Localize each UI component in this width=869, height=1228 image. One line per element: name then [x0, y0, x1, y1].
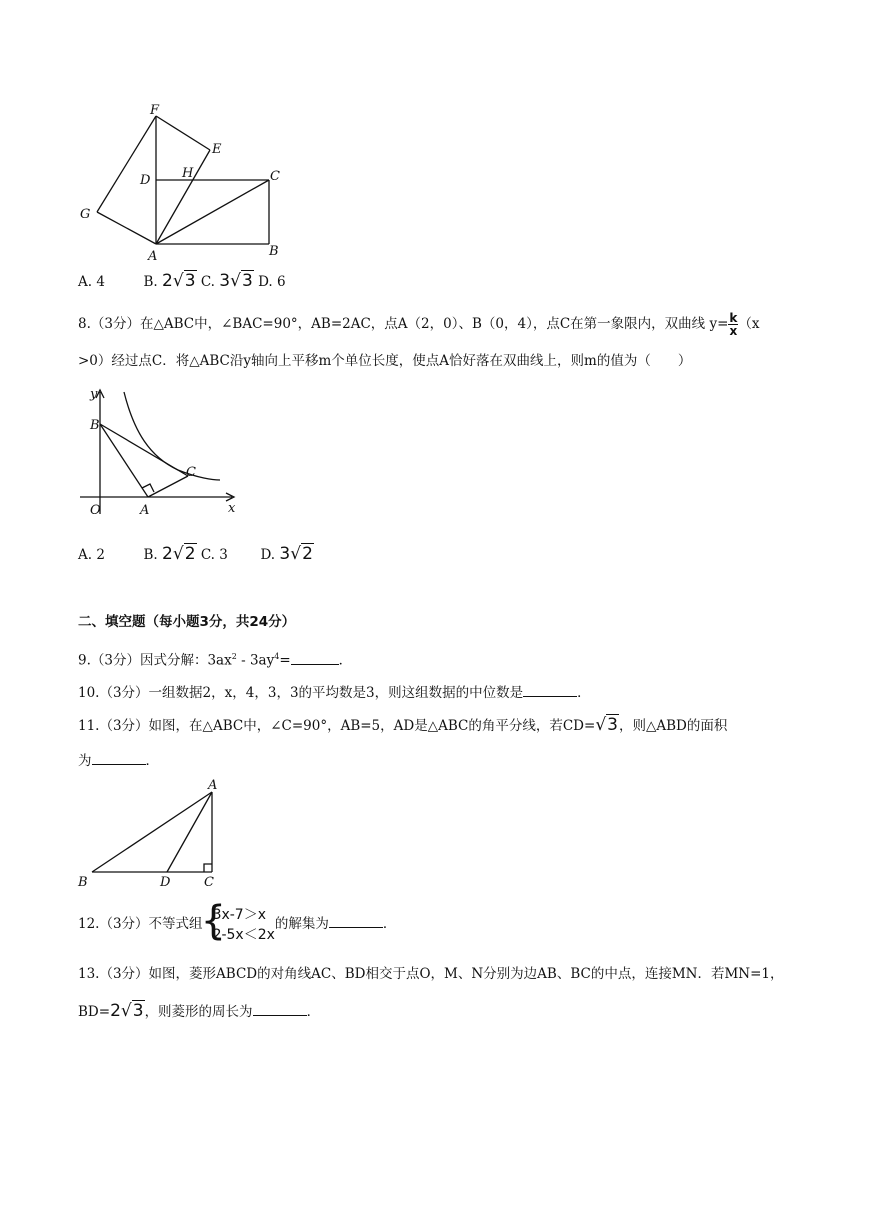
q11-line2: 为 ．: [78, 750, 159, 770]
q8-line1: [78, 312, 760, 337]
q11-line1: 11.（3分）如图，在△ABC中，∠C=90°，AB=5，AD是△ABC的角平分线，若CD=√3，则△ABD的面积: [78, 715, 728, 735]
fig7-label-H: H: [182, 166, 194, 181]
q8-option-c: C. 3: [200, 547, 228, 563]
q7-option-b-value: 2√3: [162, 271, 196, 291]
q8-fraction: $\frac{k}{x}$: [729, 311, 738, 338]
q13-answer-blank[interactable]: [253, 1001, 307, 1016]
q8-option-a: A. 2: [78, 547, 105, 563]
fig8-label-x: x: [228, 501, 236, 516]
q7-options: [78, 272, 286, 291]
fig7-label-C: C: [270, 169, 280, 184]
fig7-label-D: D: [140, 173, 151, 188]
fig11-label-C: C: [204, 875, 214, 890]
fig7-label-A: A: [148, 249, 158, 264]
fig11-label-B: B: [78, 875, 88, 890]
q8-option-d-value: 3√2: [279, 544, 313, 564]
fig8-label-y: y: [90, 387, 98, 402]
q7-option-c: C.: [200, 274, 220, 290]
q12-answer-blank[interactable]: [329, 913, 383, 928]
figure-q8: [78, 382, 248, 522]
q8-stem-tail: （x: [738, 316, 760, 332]
fig8-label-B: B: [90, 418, 100, 433]
q7-option-b: B.: [143, 274, 163, 290]
q8-option-b-value: 2√2: [162, 544, 196, 564]
q9: 9.（3分）因式分解：$3ax^2 - 3ay^4=$ ．: [78, 648, 352, 670]
q13-sqrt: 2√3: [110, 1001, 144, 1021]
fig7-label-B: B: [269, 244, 279, 259]
figure-q7: [70, 100, 300, 270]
fig11-label-A: A: [208, 778, 218, 793]
q12: 12.（3分）不等式组 { 3x-7＞x 2-5x＜2x 的解集为 ．: [78, 897, 397, 944]
q10-answer-blank[interactable]: [523, 682, 577, 697]
fig8-label-O: O: [90, 503, 101, 518]
figure-q11: [74, 776, 234, 891]
fig7-label-E: E: [212, 142, 222, 157]
q8-option-b: B.: [143, 547, 163, 563]
q13-line1: 13.（3分）如图，菱形ABCD的对角线AC、BD相交于点O，M、N分别为边AB、BC的中点，连接MN．若MN=1，: [78, 966, 784, 982]
q11-sqrt: √3: [595, 715, 618, 735]
q7-option-d: D. 6: [258, 274, 286, 290]
q13-line2: BD=2√3，则菱形的周长为 ．: [78, 1001, 321, 1021]
q8-option-d: D.: [260, 547, 280, 563]
q7-option-c-value: 3√3: [219, 271, 253, 291]
q11-answer-blank[interactable]: [92, 750, 146, 765]
fig8-label-C: C: [186, 465, 196, 480]
q8-options: [78, 545, 314, 564]
q7-option-a: A. 4: [78, 274, 105, 290]
q8-line2: >0）经过点C．将△ABC沿y轴向上平移m个单位长度，使点A恰好落在双曲线上，则m的值为（ ）: [78, 353, 692, 369]
q12-inequality-system: { 3x-7＞x 2-5x＜2x: [200, 897, 275, 944]
q9-answer-blank[interactable]: [291, 650, 339, 665]
fig7-label-F: F: [150, 103, 160, 118]
fig11-label-D: D: [160, 875, 171, 890]
q10: 10.（3分）一组数据2，x，4，3，3的平均数是3，则这组数据的中位数是 ．: [78, 682, 591, 702]
fig8-label-A: A: [140, 503, 150, 518]
fig7-label-G: G: [80, 207, 91, 222]
q8-stem: 8.（3分）在△ABC中，∠BAC=90°，AB=2AC，点A（2，0）、B（0，4），点C在第一象限内，双曲线 y=: [78, 316, 729, 332]
section-title-fill-in: 二、填空题（每小题3分，共24分）: [78, 614, 296, 630]
